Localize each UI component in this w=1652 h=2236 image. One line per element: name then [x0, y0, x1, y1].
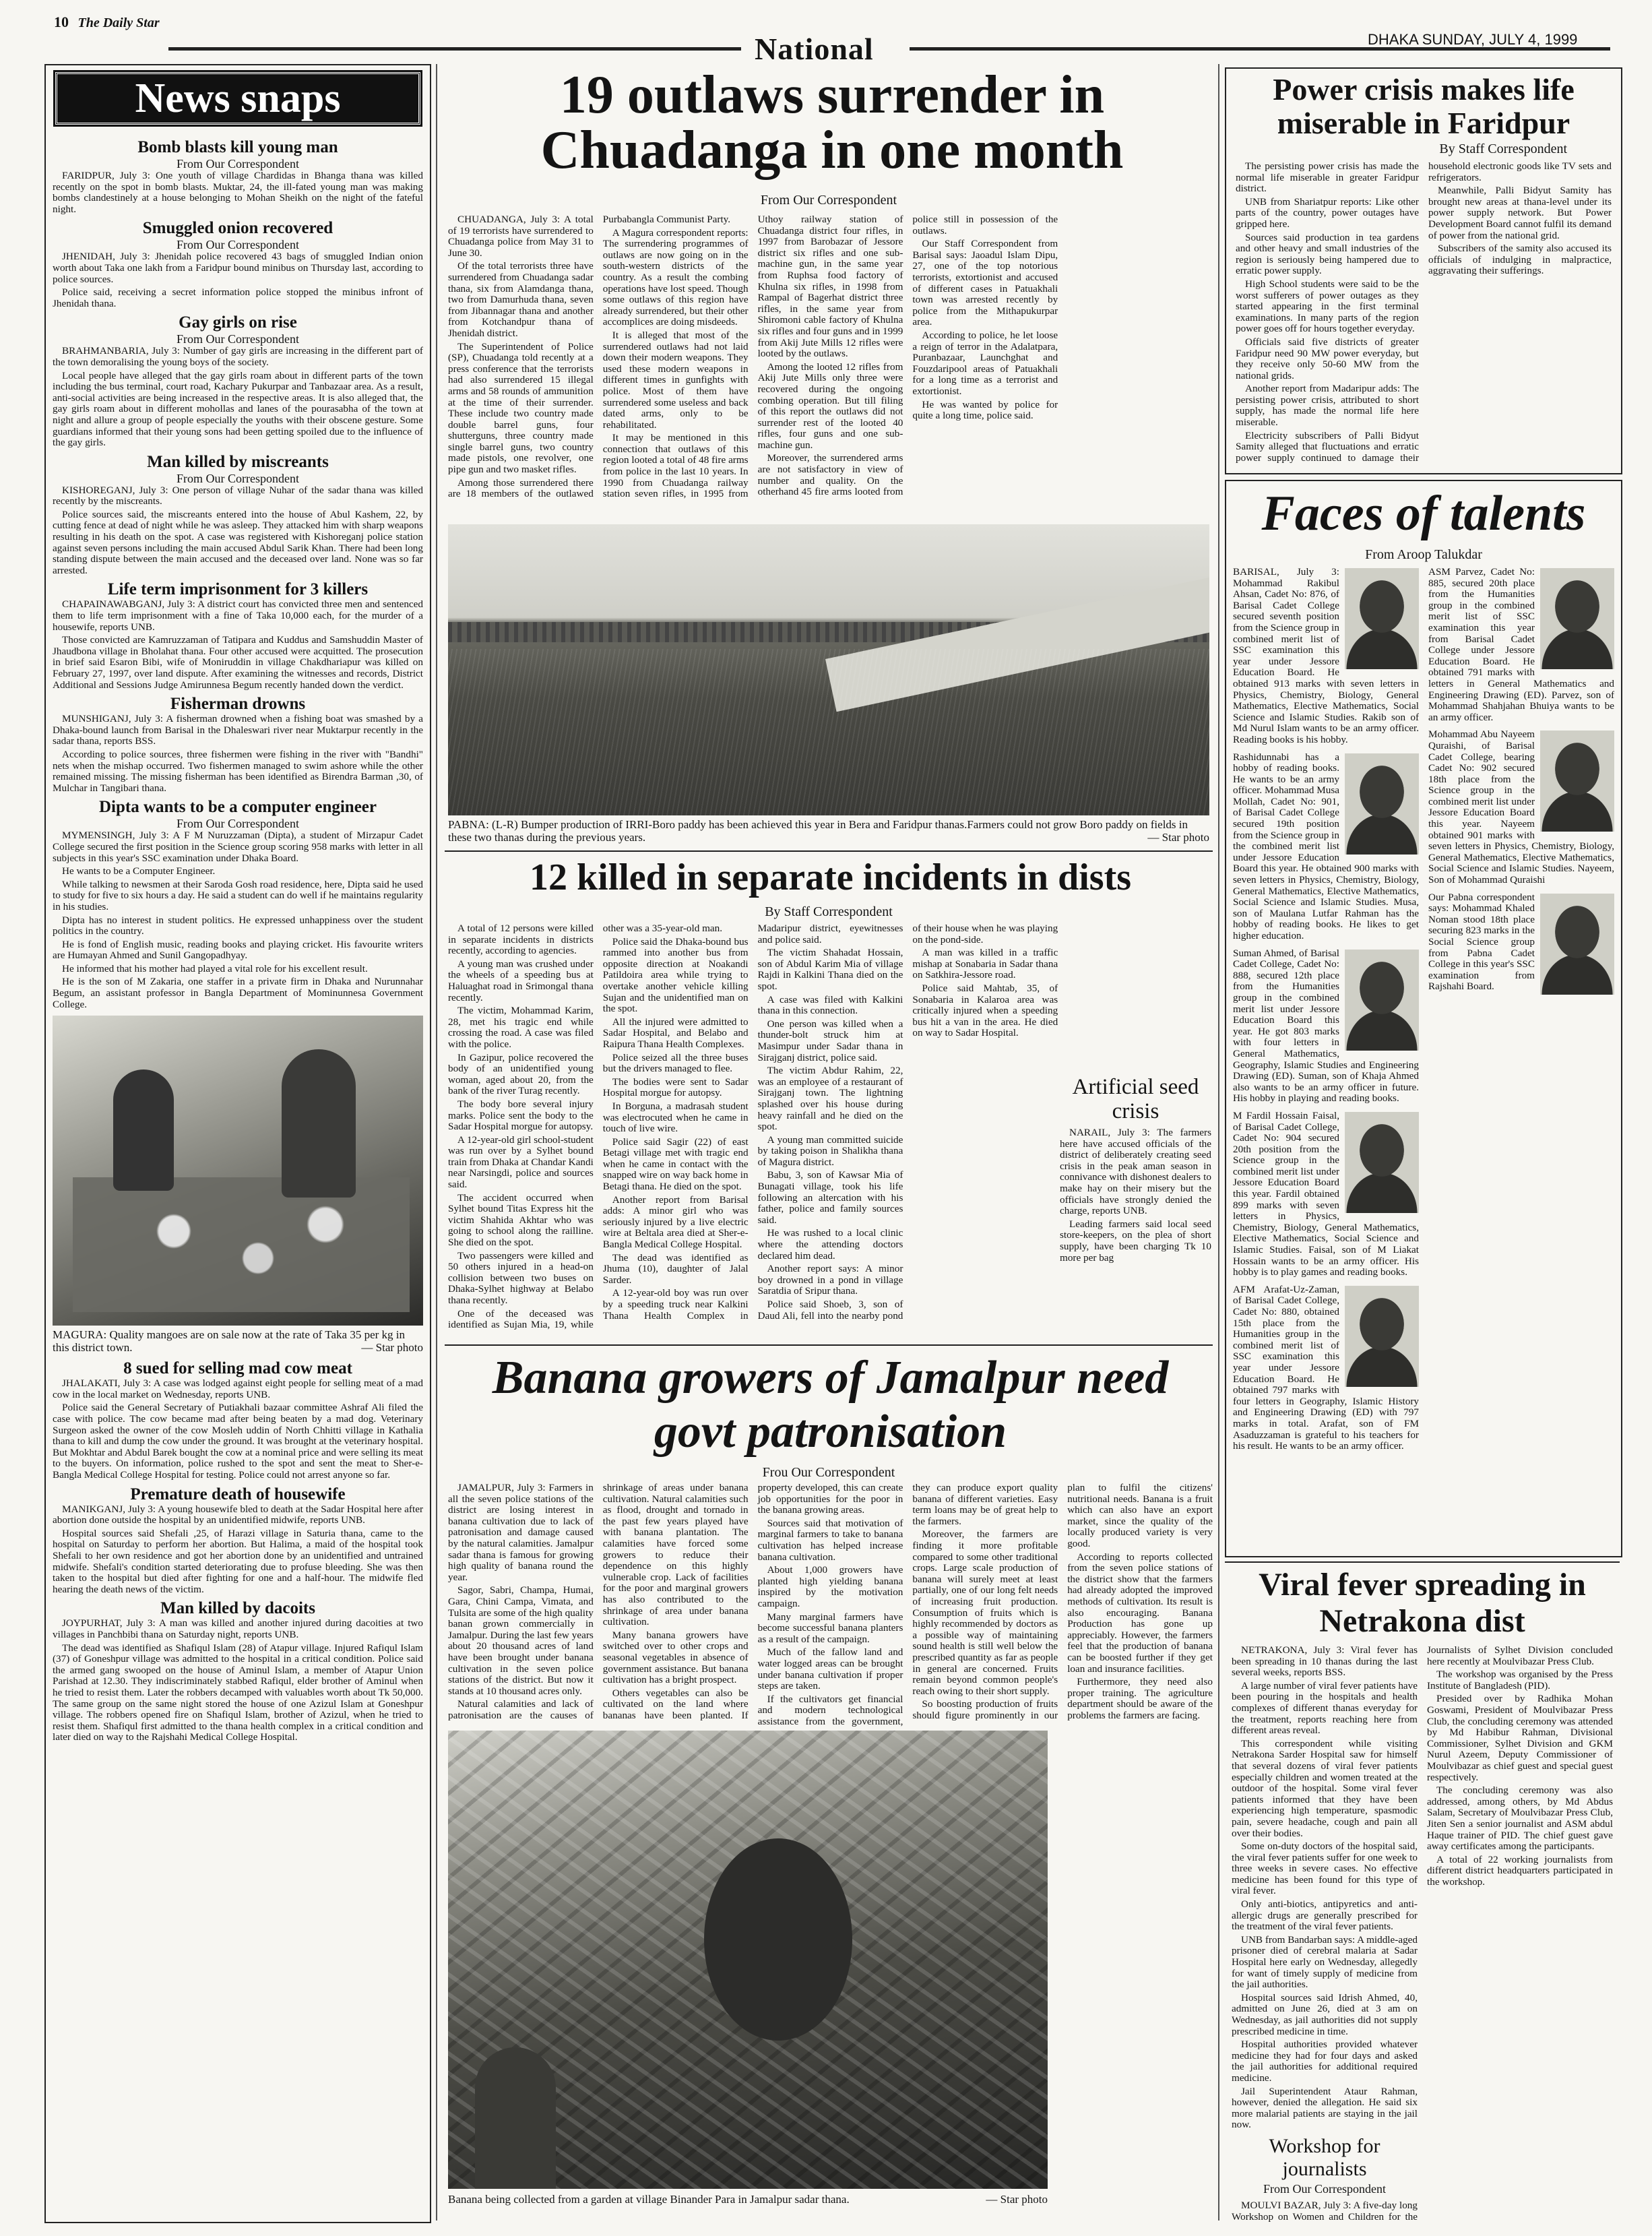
talent-portrait: [1345, 1286, 1419, 1387]
workshop-paragraph: The workshop was organised by the Press Institute of Bangladesh (PID).: [1427, 1669, 1613, 1691]
killed-paragraph: The victim Abdur Rahim, 22, was an employee of a restaurant of Sirajganj town. The lightning splashed over his house during heavy rainfall and he died on the spot.: [757, 1065, 903, 1133]
banana-paragraph: Natural calamities and lack of patronisation are the causes of shrinkage of areas under banana cultivation. Natural calamities such as flood, drought and tornado in the past few years played have with banana plantation. The calamities have forced some growers to reduce their dependence on this highly vulnerable crop. Lack of facilities for the poor and marginal growers has also contributed to the shrinkage of area under banana cultivation.: [448, 1483, 749, 1721]
workshop-paragraph: The concluding ceremony was also addressed, among others, by Md Abdus Salam, Secretary of Moulvibazar Press Club, Jiten Sen a senior journalist and ASM abdul Haque trainer of PID. The chief guest gave away certificates among the participants.: [1427, 1784, 1613, 1853]
news-snap-title: Bomb blasts kill young man: [137, 138, 338, 156]
outlaws-paragraph: Of the total terrorists three have surrendered from Chuadanga sadar thana, six from Alamdanga thana, two from Damurhuda thana, seven from Jibannagar thana and another from Kotchandpur thana of Jhenidah district.: [448, 260, 594, 339]
news-snap-paragraph: Dipta has no interest in student politics. He expressed unhappiness over the student politics in the country.: [53, 914, 423, 937]
outlaws-paragraph: He was wanted by police for quite a long time, police said.: [912, 398, 1058, 422]
banana-paragraph: Furthermore, they need also proper training. The agriculture department should be aware of the problems the farmers are facing.: [1067, 1676, 1213, 1721]
section-title: National: [755, 32, 874, 66]
dateline: DHAKA SUNDAY, JULY 4, 1999: [1368, 31, 1578, 48]
talent-portrait: [1345, 568, 1419, 669]
talent-entry: [1428, 892, 1614, 997]
workshop-byline: From Our Correspondent: [1263, 2181, 1386, 2196]
paddy-caption-credit: — Star photo: [1147, 831, 1209, 844]
killed-paragraph: A total of 12 persons were killed in separate incidents in districts recently, according to agencies.: [448, 923, 594, 957]
news-snap-paragraph: MUNSHIGANJ, July 3: A fisherman drowned when a fishing boat was smashed by a Dhaka-bound launch from Barisal in the Dhaleswari river near Muktarpur recently in the sadar thana, reports BSS.: [53, 713, 423, 747]
news-snap-paragraph: FARIDPUR, July 3: One youth of village Chardidas in Bhanga thana was killed recently on the spot in bomb blasts. Muktar, 24, the ill-fated young man was making bombs clandestinely at a house belonging to Mohan Sheikh on the night of the fateful night.: [53, 170, 423, 215]
news-snap-paragraph: Police sources said, the miscreants entered into the house of Abul Kashem, 22, by cutting fence at dead of night while he was asleep. They attacked him with sharp weapons resulting in his death on the spot. A case was registered with Kishoreganj police station against seven persons including the main accused Abdul Sarik Khan. There had been long standing dispute between the main accused and the deceased over land. None was so far arrested.: [53, 508, 423, 576]
workshop-paragraph: Presided over by Radhika Mohan Goswami, President of Moulvibazar Press Club, the concluding ceremony was attended by Md Habibur Rahman, Divisional Commissioner, Sylhet Division and GKM Nurul Azeem, Deputy Commissioner of Moulvibazar as chief guest and special guest respectively.: [1427, 1693, 1613, 1783]
news-snap-paragraph: Those convicted are Kamruzzaman of Tatipara and Kuddus and Samshuddin Master of Jhaudbona village in Bholahat thana. Four other accused were acquitted. The prosecution in brief said Esaron Bibi, wife of Moniruddin in village Chakdhariapur was killed on February 27, 1997, over land dispute. After examining the witnesses and records, District Additional and Sessions Judge Amirunnesa Begum recently handed down the verdict.: [53, 634, 423, 691]
mango-caption-credit: — Star photo: [361, 1341, 423, 1355]
banana-paragraph: Sagor, Sabri, Champa, Humai, Gara, Chini Campa, Vimata, and Tulsita are some of the high quality banan grown commercially in Jamalpur. During the last few years about 20 thousand acres of land have been brought under banana cultivation in the seven police stations of the district. But now it stands at 10 thousand acres only.: [448, 1584, 594, 1697]
news-snap-paragraph: According to police sources, three fishermen were fishing in the river with "Bandhi" nets when the mishap occurred. Two fishermen managed to swim ashore while the other remained missing. The missing fisherman has been identified as Birendra Barman ,30, of Mulchar in Tangibari thana.: [53, 748, 423, 794]
outlaws-paragraph: Among those surrendered there are 18 members of the outlawed Purbabangla Communist Party.: [448, 214, 731, 500]
banana-paragraph: About 1,000 growers have planted high yielding banana inspired by the motivation campaign.: [757, 1564, 903, 1609]
seed-crisis-headline: Artificial seed crisis: [1072, 1075, 1199, 1123]
workshop-story: [1232, 2135, 1418, 2196]
killed-paragraph: The victim, Mohammad Karim, 28, met his tragic end while crossing the road. A case was filed with the police.: [448, 1005, 594, 1050]
news-snaps-banner: [55, 72, 420, 125]
killed-headline: 12 killed in separate incidents in dists: [529, 857, 1132, 898]
workshop-paragraph: MOULVI BAZAR, July 3: A five-day long Workshop on Women and Children for the Journalists of Sylhet Division concluded here recently at Moulvibazar Press Club.: [1232, 1644, 1613, 2223]
news-snap-title: Man killed by dacoits: [160, 1599, 315, 1618]
news-snap-title: Life term imprisonment for 3 killers: [107, 580, 369, 599]
seed-crisis-box: [1060, 1075, 1211, 1341]
killed-paragraph: In Borguna, a madrasah student was electrocuted when he came in touch of live wire.: [602, 1100, 749, 1135]
killed-paragraph: One person was killed when a thunder-bolt struck him at Masimpur under Sadar thana in Sirajganj district, police said.: [757, 1018, 903, 1063]
news-snap-paragraph: CHAPAINAWABGANJ, July 3: A district court has convicted three men and sentenced them to life term imprisonment with a fine of Taka 10,000 each, for the murder of a housewife, reports UNB.: [53, 598, 423, 633]
killed-paragraph: Babu, 3, son of Kawsar Mia of Bunagati village, took his life following an altercation with his father, police and family sources said.: [757, 1169, 903, 1226]
killed-paragraph: A young man committed suicide by taking poison in Shalikha thana of Magura district.: [757, 1133, 903, 1168]
news-snap-paragraph: Local people have alleged that the gay girls roam about in different parts of the town including the bus terminal, court road, Kachary Pukurpar and Tanbazaar area. As a result, anti-social activities are being increased in the respective areas. It is also alleged that, the gay girls roam about in different mohollas and lanes of the pourasabha of the town at night and allure a group of people especially the youths with their obscene gesture. Some guardians informed that their young sons had been getting spoiled due to the influence of the gay girls.: [53, 369, 423, 449]
news-snap-paragraph: JHENIDAH, July 3: Jhenidah police recovered 43 bags of smuggled Indian onion worth about Taka one lakh from a Faridpur bound minibus on Thursday last, according to police sources.: [53, 251, 423, 285]
news-snap-title: Dipta wants to be a computer engineer: [99, 798, 377, 817]
killed-paragraph: The dead was identified as Jhuma (10), daughter of Jalal Sarder.: [602, 1251, 749, 1286]
outlaws-paragraph: Our Staff Correspondent from Barisal says: Jaoadul Islam Dipu, 27, one of the top notorious terrorists, extortionist and accused of different cases in Patuakhali town was arrested recently by police from the Mithapukurpar area.: [912, 238, 1058, 328]
news-snap-paragraph: He is fond of English music, reading books and playing cricket. His favourite writers are Humayan Ahmed and Sunil Gangopadhyay.: [53, 938, 423, 962]
killed-paragraph: A 12-year-old boy was run over by a speeding truck near Kalkini Thana Health Complex in Madaripur district, eyewitnesses and police said.: [602, 923, 903, 1322]
banana-caption-text: Banana being collected from a garden at village Binander Para in Jamalpur sadar thana.: [448, 2193, 850, 2206]
banana-caption-credit: — Star photo: [986, 2193, 1048, 2206]
mango-photo: [53, 1016, 423, 1326]
news-snap-paragraph: KISHOREGANJ, July 3: One person of village Nuhar of the sadar thana was killed recently by the miscreants.: [53, 484, 423, 507]
talent-entry: [1428, 567, 1614, 725]
news-snaps-items: [46, 131, 430, 1010]
news-snap-title: Man killed by miscreants: [147, 452, 329, 471]
talent-text: M Fardil Hossain Faisal, of Barisal Cadet College, Cadet No: 904 secured 20th position from the Science group in the combined merit list under Jessore Education Board this year. Fardil obtained 899 marks with seven letters in Physics, Chemistry, Biology, General Mathematics, Elective Mathematics, Social Science and Islamic Studies. Faisal, son of M Liakat Hossain wants to be an army officer. His hobby is to play games and reading books.: [1233, 1110, 1419, 1278]
outlaws-headline: 19 outlaws surrender in Chuadanga in one month: [540, 65, 1124, 180]
outlaws-paragraph: A Magura correspondent reports: The surrendering programmes of outlaws are now going on in the south-western districts of the country. As a result the combing operations have lost speed. Though some outlaws of this region have already surrendered, but their other accomplices are doing misdeeds.: [602, 226, 749, 328]
viral-body: [1225, 1640, 1620, 2229]
column-rule: [436, 64, 437, 2221]
power-paragraph: Meanwhile, Palli Bidyut Samity has brought new areas at thana-level under its power supply network. But Power Development Board cannot fulfil its demand of power from the national grid.: [1428, 185, 1612, 241]
news-snap-byline: From Our Correspondent: [177, 238, 299, 252]
power-paragraph: High School students were said to be the worst sufferers of power outages as they started appearing in the first terminal examinations. In many parts of the region power goes off for hours together everyday.: [1236, 278, 1419, 335]
killed-paragraph: The body bore several injury marks. Police sent the body to the Sadar Hospital morgue for autopsy.: [448, 1098, 594, 1133]
killed-paragraph: A young man was crushed under the wheels of a speeding bus at Haluaghat road in Srimongal thana recently.: [448, 958, 594, 1003]
banana-paragraph: If the cultivators get financial and modern technological assistance from the government, they can produce export quality banana of different varieties. Easy term loans may be of great help to the farmers.: [757, 1483, 1058, 1727]
news-snap-title: Smuggled onion recovered: [142, 219, 333, 238]
killed-paragraph: The bodies were sent to Sadar Hospital morgue for autopsy.: [602, 1076, 749, 1099]
mango-caption-text: MAGURA: Quality mangoes are on sale now at the rate of Taka 35 per kg in this district town.: [53, 1328, 405, 1355]
viral-paragraph: UNB from Bandarban says: A middle-aged prisoner died of cerebral malaria at Sadar Hospital here early on Wednesday, allegedly for want of timely supply of medicine from the jail authorities.: [1232, 1933, 1418, 1991]
outlaws-paragraph: CHUADANGA, July 3: A total of 19 terrorists have surrendered to Chuadanga police from May 31 to June 30.: [448, 214, 594, 259]
outlaws-paragraph: It may be mentioned in this connection that outlaws of this region looted a total of 48 fire arms from police in the last 10 years. In 1990 from Chuadanga railway station seven rifles, in 1995 from Uthoy railway station of Chuadanga district four rifles, in 1997 from Barobazar of Jessore district six rifles and one sub-machine gun, in the same year from Ruphsa food factory of Khulna six rifles, in 1998 from Rampal of Bagerhat district three rifles, in the same year from Shiromoni cable factory of Khulna six rifles and four guns and in 1999 from Akij Jute Mills 12 rifles were looted by the outlaws.: [602, 214, 903, 500]
newspaper-name: The Daily Star: [77, 15, 160, 30]
mango-photo-caption: [53, 1328, 423, 1354]
talent-entry: [1233, 948, 1419, 1107]
viral-paragraph: Hospital sources said Idrish Ahmed, 40, admitted on June 26, died at 3 am on Wednesday, as jail authorities did not supply prescribed medicine in time.: [1232, 1991, 1418, 2037]
killed-paragraph: Another report says: A minor boy drowned in a pond in village Saratdia of Sripur thana.: [757, 1263, 903, 1297]
power-paragraph: The persisting power crisis has made the normal life miserable in greater Faridpur district.: [1236, 161, 1419, 195]
talent-text: AFM Arafat-Uz-Zaman, of Barisal Cadet College, Cadet No: 880, obtained 15th place from the Humanities group in the combined merit list of SSC examination this year under Jessore Education Board. He obtained 797 marks with four letters in Geography, Islamic History and Engineering Drawing (ED) with 797 marks in total. Arafat, son of FM Asaduzzaman is grateful to his teachers for his result. He wants to be an army officer.: [1233, 1284, 1419, 1452]
viral-paragraph: Jail Superintendent Ataur Rahman, however, denied the allegation. He said six more malarial patients are staying in the jail now.: [1232, 2085, 1418, 2131]
banana-photo: [448, 1731, 1048, 2189]
killed-byline: By Staff Correspondent: [765, 904, 893, 919]
masthead-rule-left: [168, 47, 741, 51]
talent-portrait: [1540, 731, 1614, 832]
talent-portrait: [1540, 894, 1614, 995]
viral-paragraph: NETRAKONA, July 3: Viral fever has been spreading in 10 thanas during the last several weeks, reports BSS.: [1232, 1644, 1418, 1679]
workshop-paragraph: A total of 22 working journalists from different district headquarters participated in the workshop.: [1427, 1853, 1613, 1888]
banana-paragraph: JAMALPUR, July 3: Farmers in all the seven police stations of the district are losing interest in banana cultivation due to lack of patronisation and damage caused by the natural calamities. Jamalpur sadar thana is famous for growing high quality of banana round the year.: [448, 1483, 594, 1583]
news-snaps-column: [44, 64, 431, 2223]
power-headline: Power crisis makes life miserable in Faridpur: [1273, 72, 1575, 140]
banana-paragraph: So boosting production of fruits should figure prominently in our plan to fulfil the citizens' nutritional needs. Banana is a fruit which can also have an export market, since the quality of the locally produced variety is very good.: [912, 1483, 1213, 1721]
paddy-caption-text: PABNA: (L-R) Bumper production of IRRI-Boro paddy has been achieved this year in Bera and Faridpur thanas.Farmers could not grow Boro paddy on fields in these two thanas during the previous years.: [448, 818, 1188, 844]
banana-paragraph: Others vegetables can also be cultivated on the land where bananas have been planted. If property developed, this can create job opportunities for the poor in the banana growing areas.: [602, 1483, 903, 1721]
news-snap-paragraph: JHALAKATI, July 3: A case was lodged against eight people for selling meat of a mad cow in the local market on Wednesday, reports UNB.: [53, 1377, 423, 1400]
news-snap-paragraph: While talking to newsmen at their Saroda Gosh road residence, here, Dipta said he used to study for five to six hours a day. He said a student can do well if he maintains regularity in his studies.: [53, 878, 423, 912]
killed-paragraph: Police said Sagir (22) of east Betagi village met with tragic end when he came in contact with the snapped wire on way back home in Betagi thana. He died on the spot.: [602, 1136, 749, 1193]
killed-paragraph: One of the deceased was identified as Sujan Mia, 19, while other was a 35-year-old man.: [448, 923, 723, 1331]
power-body: [1226, 161, 1621, 474]
talent-portrait: [1345, 950, 1419, 1051]
paddy-photo-caption: [448, 818, 1209, 844]
news-snap-title: Gay girls on rise: [179, 313, 297, 332]
banana-headline: Banana growers of Jamalpur need govt patronisation: [492, 1352, 1169, 1458]
news-snap-byline: From Our Correspondent: [177, 157, 299, 170]
banana-paragraph: Sources said that motivation of marginal farmers to take to banana cultivation has helped increase banana cultivation.: [757, 1517, 903, 1563]
divider: [445, 850, 1213, 852]
talent-text: Our Pabna correspondent says: Mohammad Khaled Noman stood 18th place securing 823 marks in the Social Science group from Pabna Cadet College in this year's SSC examination from Rajshahi Board.: [1428, 892, 1535, 993]
banana-byline: Frou Our Correspondent: [762, 1465, 895, 1480]
news-snap-paragraph: MYMENSINGH, July 3: A F M Nuruzzaman (Dipta), a student of Mirzapur Cadet College secured the first position in the Science group scoring 958 marks with letter in all subjects in this year's SSC examination under Dhaka Board.: [53, 830, 423, 864]
seed-paragraph: NARAIL, July 3: The farmers here have accused officials of the district of deliberately creating seed crisis in the peak aman season in connivance with dishonest dealers to make hay on their misery but the officials have strongly denied the charge, reports UNB.: [1060, 1127, 1211, 1217]
outlaws-paragraph: The Superintendent of Police (SP), Chuadanga told recently at a press conference that the terrorists had also surrendered 15 illegal arms and 58 rounds of ammunition at the time of their surrender. These include two country made double barrel guns, four shutterguns, three country made single barrel guns, two country made pistols, one revolver, one pipe gun and two masket rifles.: [448, 340, 594, 476]
news-snap-paragraph: BRAHMANBARIA, July 3: Number of gay girls are increasing in the different part of the town demoralising the young boys of the society.: [53, 345, 423, 368]
news-snap-title: Fisherman drowns: [170, 695, 306, 714]
power-byline: By Staff Correspondent: [1439, 142, 1567, 156]
talents-body: [1226, 567, 1621, 1551]
seed-paragraph: Leading farmers said local seed store-keepers, on the plea of short supply, have been charging Tk 10 more per bag: [1060, 1218, 1211, 1264]
viral-paragraph: This correspondent while visiting Netrakona Sarder Hospital saw for himself that several dozens of viral fever patients especially children and women treated at the outdoor of the hospital. Some viral fever patients informed that they have been experiencing high temperature, spasmodic pain, severe headache, cough and pain all over their bodies.: [1232, 1737, 1418, 1839]
talent-text: Rashidunnabi has a hobby of reading books. He wants to be an army officer. Mohammad Musa Mollah, Cadet No: 901, of Barisal Cadet College secured 19th position from the Science group in the combined merit list under Jessore Education Board this year. He obtained 900 marks with seven letters in Physics, Chemistry, Biology, General Mathematics, Elective Mathematics, Social Science and Islamic Studies. Musa, son of Maulana Lutfar Rahman has the hobby of reading books. He likes to get higher education.: [1233, 751, 1419, 941]
outlaws-paragraph: According to police, he let loose a reign of terror in the Adalatpara, Puranbazaar, Launchghat and Fouzdaripool areas of Patuakhali for a long time as a terrorist and extortionist.: [912, 329, 1058, 397]
seed-crisis-body: [1060, 1127, 1211, 1264]
viral-paragraph: Only anti-biotics, antipyretics and anti-allergic drugs are generally prescribed for the treatment of the viral fever patients.: [1232, 1898, 1418, 1933]
news-snap-byline: From Our Correspondent: [177, 471, 299, 485]
banana-paragraph: According to reports collected from the seven police stations of the district show that the farmers had already adopted the improved methods of cultivation. Its result is also encouraging. Banana Production has gone up appreciably. However, the farmers feel that the production of banana can be boosted further if they get loan and insurance facilities.: [1067, 1551, 1213, 1675]
news-snap-paragraph: Hospital sources said Shefali ,25, of Harazi village in Saturia thana, came to the hospital on Saturday to perform her abortion. But Halima, a maid of the hospital took Shefali to her own residence and got her abortion done by an unidentified and untrained midwife. Shefali's condition started deteriorating due to profuse bleeding. She was then taken to the hospital but died after fighting for one and a half-hour. The midwife fled hearing the death news of the victim.: [53, 1527, 423, 1595]
viral-paragraph: Hospital authorities provided whatever medicine they had for four days and asked the jail authorities for additional required medicine.: [1232, 2039, 1418, 2084]
news-snap-paragraph: He is the son of M Zakaria, one staffer in a private firm in Dhaka and Nurunnahar Begum, an assistant professor in Bangla Department of Mominunnesa Government College.: [53, 976, 423, 1010]
killed-paragraph: The victim Shahadat Hossain, son of Abdul Karim Mia of village Rajdi in Kalkini Thana died on the spot.: [757, 947, 903, 992]
news-snap-paragraph: Police said the General Secretary of Putiakhali bazaar committee Ashraf Ali filed the case with police. The cow became mad after being beaten by a mad dog. Veterinary Surgeon asked the owner of the cow Mosleh uddin of North Chhitti village in Kathalia thana to kill and dump the cow under the ground. It was brought at the veterinary hospital. But Mokhtar and Abdul Barek bought the cow at a nominal price and were selling its meat to the buyers. On information, police rushed to the spot and sent the meat to Sher-e-Bangla Medical College Hospital for testing. Police could not arrest anyone so far.: [53, 1402, 423, 1481]
killed-paragraph: Police said the Dhaka-bound bus rammed into another bus from opposite direction at Noakandi Patildoira area while trying to overtake another vehicle killing Sujan and the unidentified man on the spot.: [602, 935, 749, 1015]
talent-portrait: [1345, 1112, 1419, 1213]
killed-paragraph: Police said Mahtab, 35, of Sonabaria in Kalaroa area was critically injured when a speeding bus hit a van in the area. He died on way to Sadar Hospital.: [912, 982, 1058, 1039]
talent-portrait: [1345, 753, 1419, 855]
news-snap-title: Premature death of housewife: [130, 1485, 346, 1503]
news-snap-paragraph: MANIKGANJ, July 3: A young housewife bled to death at the Sadar Hospital here after abortion done outside the hospital by an unidentified midwife, reports UNB.: [53, 1503, 423, 1526]
outlaws-body: [448, 214, 1213, 511]
talent-portrait: [1540, 568, 1614, 669]
outlaws-paragraph: Among the looted 12 rifles from Akij Jute Mills only three were recovered during the ongoing combing operation. But till filing of this report the outlaws did not surrender rest of the looted 40 rifles, four guns and one sub-machine gun.: [757, 361, 903, 451]
killed-paragraph: He was rushed to a local clinic where the attending doctors declared him dead.: [757, 1227, 903, 1262]
killed-paragraph: Two passengers were killed and 50 others injured in a head-on collision between two buses on Dhaka-Sylhet highway at Belabo thana recently.: [448, 1249, 594, 1306]
power-paragraph: Subscribers of the samity also accused its officials of indulging in malpractice, aggravating their sufferings.: [1428, 243, 1612, 277]
killed-paragraph: The accident occurred when Sylhet bound Titas Express hit the victim Shahida Akhtar who was going to school along the railline. She died on the spot.: [448, 1191, 594, 1249]
talent-text: BARISAL, July 3: Mohammad Rakibul Ahsan, Cadet No: 876, of Barisal Cadet College secured seventh position from the Science group in combined merit list of SSC examination this year under Jessore Education Board. He obtained 913 marks with seven letters in Physics, Chemistry, Biology, General Mathematics, Elective Mathematics, Social Science and Islamic Studies. Rakib son of Md Nurul Islam wants to be an army officer. Reading books is his hobby.: [1233, 567, 1419, 745]
talent-text: ASM Parvez, Cadet No: 885, secured 20th place from the Humanities group in the combined merit list of SSC examination this year from Barisal Cadet College under Jessore Education Board. He obtained 791 marks with letters in General Mathematics and Engineering Drawing (ED). Parvez, son of Mohammad Shahjahan Bhuiya wants to be an army officer.: [1428, 567, 1614, 723]
column-rule: [1218, 64, 1219, 2221]
talent-entry: [1233, 1111, 1419, 1280]
power-crisis-box: [1225, 67, 1622, 474]
power-paragraph: Officials said five districts of greater Faridpur need 90 MW power everyday, but they receive only 50-60 MW from the national grids.: [1236, 336, 1419, 381]
killed-paragraph: Police said Shoeb, 3, son of Daud Ali, fell into the nearby pond of their house when he was playing on the pond-side.: [757, 923, 1058, 1322]
talent-text: Suman Ahmed, of Barisal Cadet College, Cadet No: 888, secured 12th place from the Humanities group in the combined merit list under Jessore Education Board this year. He got 803 marks with four letters in General Mathematics, Geography, Islamic Studies and Engineering Drawing (ED). Suman, son of Khaja Ahmed also wants to be an army officer in future. His hobby in playing and reading books.: [1233, 948, 1419, 1105]
viral-headline: Viral fever spreading in Netrakona dist: [1225, 1561, 1620, 1640]
power-paragraph: Sources said production in tea gardens and other heavy and small industries of the region is seriously being hampered due to erratic power supply.: [1236, 231, 1419, 277]
news-snap-paragraph: The dead was identified as Shafiqul Islam (28) of Atapur village. Injured Rafiqul Islam (37) of Goneshpur village was admitted to the hospital in a critical condition. Police said the armed gang swooped on the house of Aminul Islam, a member of Atapur Union Parishad at 12.30. They indiscriminately stabbed Rafiqul, elder brother of Aminul when he tried to resist them. Later the robbers decamped with valuables worth about Tk 50,000. The same group on the same night stored the house of one Azizul Islam at Goneshpur village. The robbers opened fire on Shafiqul Islam, brother of Azizul, when he tried to resist them. Shafiqul first admitted to the thana health complex in a critical condition and later died on way to the Rajshahi Medical College Hospital.: [53, 1642, 423, 1743]
news-snap-paragraph: JOYPURHAT, July 3: A man was killed and another injured during dacoities at two villages in Panchbibi thana on Saturday night, reports UNB.: [53, 1617, 423, 1640]
news-snap-paragraph: Police said, receiving a secret information police stopped the minibus infront of Jhenidah thana.: [53, 286, 423, 309]
news-snap-byline: From Our Correspondent: [177, 817, 299, 831]
page-number: [54, 13, 160, 31]
killed-paragraph: Police seized all the three buses but the drivers managed to flee.: [602, 1051, 749, 1075]
killed-paragraph: In Gazipur, police recovered the body of an unidentified young woman, aged about 20, from the bank of the river Turag recently.: [448, 1051, 594, 1097]
power-paragraph: Another report from Madaripur adds: The persisting power crisis, attributed to short supply, has made the normal life here miserable.: [1236, 383, 1419, 429]
faces-of-talents-box: [1225, 480, 1622, 1557]
news-snap-paragraph: He informed that his mother had played a vital role for his excellent result.: [62, 962, 368, 974]
banana-paragraph: Moreover, the farmers are finding it more profitable compared to some other traditional crops. Large scale production of banana will surely meet at least partially, one of our long felt needs of increasing fruit production. Consumption of fruits which is highly recommended by doctors as a possible way of maintaining sound health is still well below the prescribed quantity as far as people in general are concerned. Fruits remain beyond common people's reach owing to their short supply.: [912, 1528, 1058, 1697]
killed-paragraph: Another report from Barisal adds: A minor girl who was seriously injured by a live electric wire at Beltala area died at Sher-e-Bangla Medical College Hospital.: [602, 1193, 749, 1251]
power-paragraph: Electricity subscribers of Palli Bidyut Samity alleged that fluctuations and erratic power supply continued to damage their household electronic goods like TV sets and refrigerators.: [1236, 161, 1612, 464]
banana-paragraph: Much of the fallow land and water logged areas can be brought under banana cultivation if proper steps are taken.: [757, 1646, 903, 1692]
banana-paragraph: Many marginal farmers have become successful banana planters as a result of the campaign.: [757, 1611, 903, 1645]
news-snap-paragraph: He wants to be a Computer Engineer.: [62, 865, 216, 877]
news-snap-byline: From Our Correspondent: [177, 332, 299, 346]
banana-paragraph: Many banana growers have switched over to other crops and seasonal vegetables in absence of government assistance. But banana cultivation has a bright prospect.: [602, 1629, 749, 1686]
page-number-value: 10: [54, 13, 69, 30]
talent-entry: [1233, 1284, 1419, 1454]
talent-entry: [1428, 729, 1614, 888]
viral-paragraph: Some on-duty doctors of the hospital said, the viral fever patients suffer for one week to three weeks in severe cases. No effective medicine has been found for this type of viral fever.: [1232, 1840, 1418, 1897]
outlaws-paragraph: It is alleged that most of the surrendered outlaws had not laid down their modern weapons. They used these modern weapons in different times in gunfights with police. Most of them have surrendered some useless and back dated arms, only to be rehabilitated.: [602, 329, 749, 431]
divider: [445, 1344, 1213, 1346]
workshop-headline: Workshop for journalists: [1269, 2134, 1380, 2180]
viral-fever-box: [1225, 1561, 1620, 2229]
outlaws-paragraph: Moreover, the surrendered arms are not satisfactory in view of number and quality. On the otherhand 45 fire arms looted from police still in possession of the outlaws.: [757, 214, 1058, 498]
paddy-field-photo: [448, 524, 1209, 815]
news-snap-title: 8 sued for selling mad cow meat: [123, 1359, 352, 1378]
talents-byline: From Aroop Talukdar: [1365, 547, 1482, 562]
outlaws-byline: From Our Correspondent: [760, 193, 897, 208]
killed-paragraph: All the injured were admitted to Sadar Hospital, and Belabo and Raipura Thana Health Complexes.: [602, 1016, 749, 1050]
talents-headline: Faces of talents: [1261, 486, 1586, 541]
killed-paragraph: A case was filed with Kalkini thana in this connection.: [757, 993, 903, 1017]
power-paragraph: UNB from Shariatpur reports: Like other parts of the country, power outages have gripped here.: [1236, 195, 1419, 230]
banana-body: [448, 1483, 1213, 1729]
talent-entry: [1233, 567, 1419, 748]
viral-paragraph: A large number of viral fever patients have been pouring in the hospitals and health complexes of different thanas everyday for the treatment, reports reaching here from different areas reveal.: [1232, 1679, 1418, 1737]
news-snaps-items-2: [46, 1359, 430, 1743]
talent-entry: [1233, 752, 1419, 944]
killed-paragraph: A 12-year-old girl school-student was run over by a Sylhet bound train from Dhaka at Chandar Kandi near Narsingdi, police and sources said.: [448, 1133, 594, 1191]
banana-photo-caption: [448, 2193, 1048, 2206]
killed-paragraph: A man was killed in a traffic mishap at Sonabaria in Sadar thana on Satkhira-Jessore road.: [912, 947, 1058, 981]
news-snaps-title: News snaps: [135, 75, 341, 121]
talent-text: Mohammad Abu Nayeem Quraishi, of Barisal Cadet College, bearing Cadet No: 902 secured 18th place from the Science group in the combined merit list under Jessore Education Board this year. Nayeem obtained 901 marks with seven letters in Physics, Chemistry, Biology, General Mathematics, Elective Mathematics, Social Science and Islamic Studies. Nayeem, Son of Mohammad Quraishi: [1428, 729, 1614, 886]
